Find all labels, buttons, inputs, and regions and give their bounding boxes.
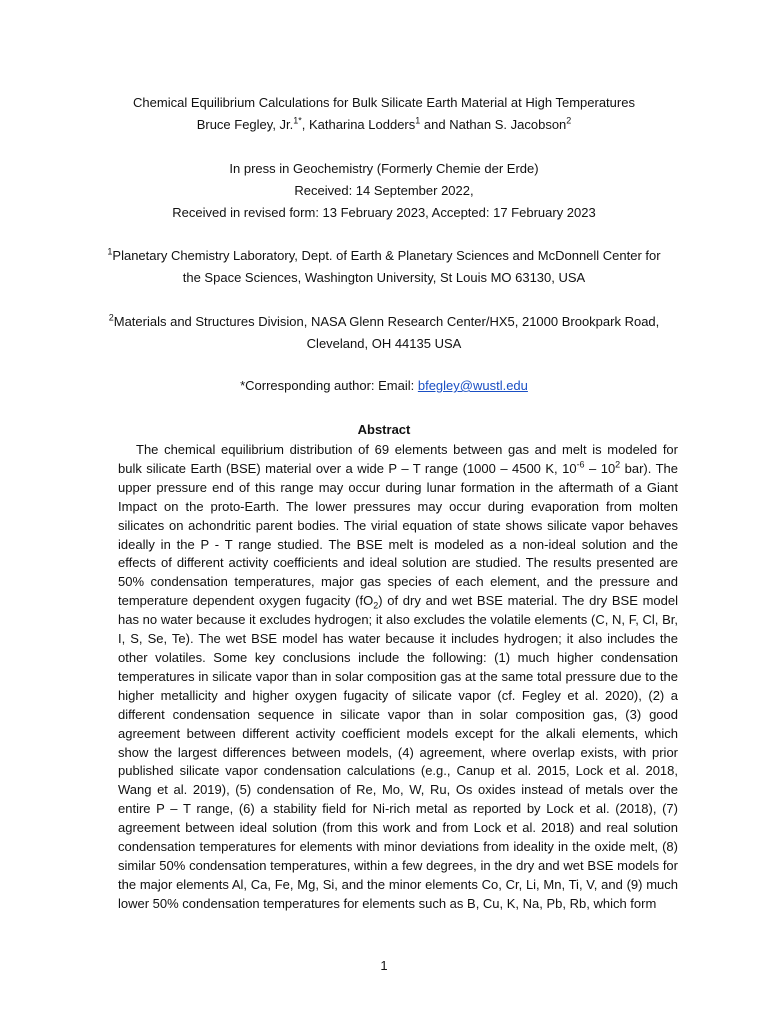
- affiliation-2: [0, 311, 768, 355]
- abstract-body: [118, 441, 678, 914]
- author-affiliation-marker: 2: [566, 115, 572, 126]
- corresponding-author: [0, 375, 768, 397]
- author-name: Nathan S. Jacobson: [449, 117, 567, 132]
- abstract-heading: Abstract: [357, 422, 411, 437]
- author-name: Katharina Lodders: [309, 117, 416, 132]
- affiliation-text: Materials and Structures Division, NASA Glenn Research Center/HX5, 21000 Brookpark Road,: [113, 314, 660, 329]
- author-list: [0, 114, 768, 136]
- affiliation-text: Cleveland, OH 44135 USA: [306, 336, 462, 351]
- abstract-text: The chemical equilibrium distribution of 69 elements between gas and melt is modeled for bulk silicate Earth (BSE) material over a wide P – T range (1000 – 4500 K, 10: [118, 442, 678, 476]
- affiliation-1: [0, 245, 768, 289]
- paper-title: Chemical Equilibrium Calculations for Bulk Silicate Earth Material at High Temperatures: [133, 95, 635, 110]
- abstract-text: – 10: [584, 460, 616, 476]
- abstract-text: ) of dry and wet BSE material. The dry BSE model has no water because it excludes hydrogen; it also excludes the volatile elements (C, N, F, Cl, Br, I, S, Se, Te). The wet BSE model has water because it includes hydrogen; it also includes the other volatiles. Some key conclusions include the following: (1) much higher condensation temperatures in silicate vapor than in solar composition gas at the same total pressure due to the higher metallicity and higher oxygen fugacity of silicate vapor (cf. Fegley et al. 2020), (2) a different condensation sequence in silicate vapor than in solar composition gas, (3) good agreement between different activity coefficient models except for the alkali elements, which show the largest differences between models, (4) agreement, where overlap exists, with prior published silicate vapor condensation calculations (e.g., Canup et al. 2015, Lock et al. 2018, Wang et al. 2019), (5) condensation of Re, Mo, W, Ru, Os oxides instead of metals over the entire P – T range, (6) a stability field for Ni-rich metal as reported by Lock et al. (2018), (7) agreement between ideal solution (from this work and from Lock et al. 2018) and real solution condensation temperatures for elements with minor deviations from ideality in the oxide melt, (8) similar 50% condensation temperatures, within a few degrees, in the dry and wet BSE models for the major elements Al, Ca, Fe, Mg, Si, and the minor elements Co, Cr, Li, Mn, Ti, V, and (9) much lower 50% condensation temperatures for elements such as B, Cu, K, Na, Pb, Rb, which form: [118, 593, 679, 911]
- page-number: 1: [380, 958, 388, 973]
- revised-accepted-date: Received in revised form: 13 February 2023, Accepted: 17 February 2023: [172, 205, 596, 220]
- author-affiliation-marker: 1*: [293, 115, 302, 126]
- abstract-superscript: -6: [576, 459, 585, 470]
- affiliation-marker: 1: [107, 246, 113, 257]
- corresponding-label: *Corresponding author: Email:: [240, 378, 418, 393]
- publication-status: In press in Geochemistry (Formerly Chemie der Erde): [229, 161, 539, 176]
- author-separator: ,: [301, 117, 310, 132]
- author-affiliation-marker: 1: [415, 115, 421, 126]
- received-date: Received: 14 September 2022,: [294, 183, 474, 198]
- author-name: Bruce Fegley, Jr.: [196, 117, 294, 132]
- abstract-text: bar). The upper pressure end of this range may occur during lunar formation in the aftermath of a Giant Impact on the proto-Earth. The lower pressures may occur during evaporation from molten silicates on achondritic parent bodies. The virial equation of state shows silicate vapor behaves ideally in the P - T range studied. The BSE melt is modeled as a non-ideal solution and the effects of different activity coefficients and ideal solution are studied. The results presented are 50% condensation temperatures, major gas species of each element, and the pressure and temperature dependent oxygen fugacity (fO: [118, 460, 678, 609]
- affiliation-text: Planetary Chemistry Laboratory, Dept. of Earth & Planetary Sciences and McDonnell Center for: [112, 248, 661, 263]
- abstract-superscript: 2: [615, 459, 621, 470]
- abstract-subscript: 2: [373, 600, 379, 611]
- affiliation-text: the Space Sciences, Washington University, St Louis MO 63130, USA: [182, 270, 586, 285]
- email-link[interactable]: bfegley@wustl.edu: [417, 378, 528, 393]
- affiliation-marker: 2: [108, 312, 114, 323]
- author-separator: and: [420, 117, 450, 132]
